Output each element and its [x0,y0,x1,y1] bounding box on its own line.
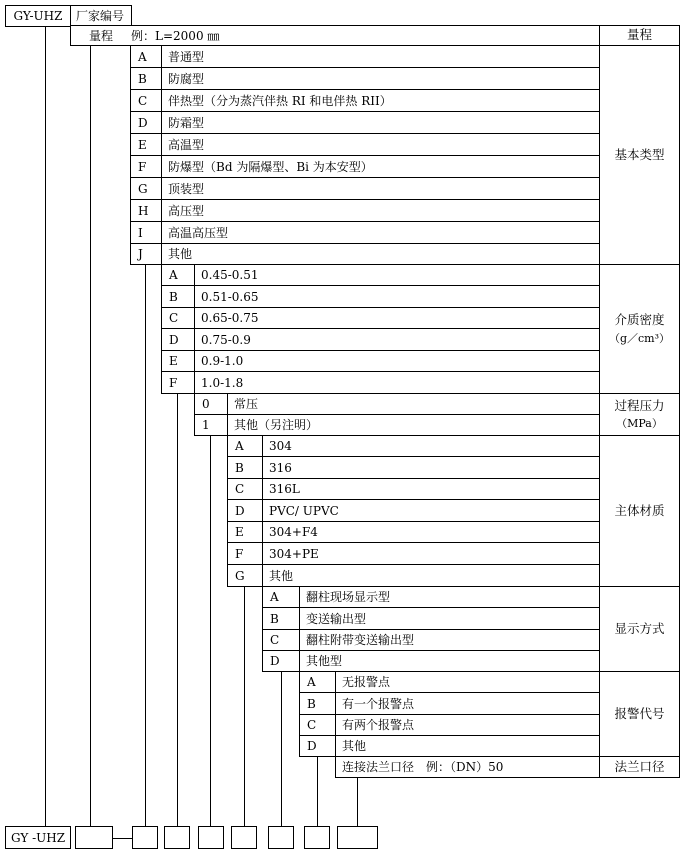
basic-label-a: 普通型 [161,45,600,68]
density-category-text: 介质密度 [614,312,665,328]
basic-code-h: H [130,199,162,222]
basic-code-c: C [130,89,162,112]
density-code-e: E [161,350,195,372]
code-slot-display[interactable] [268,826,294,849]
material-category: 主体材质 [599,435,680,587]
material-code-c: C [227,478,263,500]
range-label: 量程 [89,28,114,43]
material-label-g: 其他 [262,564,600,587]
manufacturer-text: 厂家编号 [76,9,125,23]
basic-label-c: 伴热型（分为蒸汽伴热 RI 和电伴热 RII） [161,89,600,112]
connector-line-prefix [45,27,46,826]
basic-type-category: 基本类型 [599,45,680,265]
basic-label-b: 防腐型 [161,67,600,90]
display-code-d: D [262,650,300,672]
alarm-code-a: A [299,671,336,693]
code-slot-material[interactable] [231,826,257,849]
alarm-code-d: D [299,735,336,757]
connector-line-pressure [210,436,211,826]
alarm-label-a: 无报警点 [335,671,600,693]
material-code-f: F [227,542,263,565]
basic-code-d: D [130,111,162,134]
alarm-label-b: 有一个报警点 [335,692,600,715]
material-label-e: 304+F4 [262,521,600,543]
basic-code-a: A [130,45,162,68]
material-code-g: G [227,564,263,587]
flange-category: 法兰口径 [599,756,680,778]
density-label-d: 0.75-0.9 [194,328,600,351]
density-label-c: 0.65-0.75 [194,307,600,329]
code-slot-density[interactable] [164,826,190,849]
code-dash [113,838,132,839]
connector-line-flange [357,778,358,826]
flange-label: 连接法兰口径 例：（DN）50 [335,756,600,778]
display-label-c: 翻柱附带变送输出型 [299,629,600,651]
range-example: 例：L=2000 ㎜ [131,28,220,43]
pressure-category-text: 过程压力 [614,398,665,414]
pressure-category [599,393,680,436]
range-category-text: 量程 [626,27,652,43]
basic-label-d: 防霜型 [161,111,600,134]
range-category [599,25,680,46]
alarm-label-d: 其他 [335,735,600,757]
code-slot-range[interactable] [75,826,113,849]
basic-label-e: 高温型 [161,133,600,156]
material-label-b: 316 [262,456,600,479]
material-label-d: PVC/ UPVC [262,499,600,522]
material-code-e: E [227,521,263,543]
pressure-label-0: 常压 [227,393,600,415]
density-code-d: D [161,328,195,351]
connector-line-material [244,587,245,826]
connector-line-density [177,394,178,826]
basic-code-b: B [130,67,162,90]
density-code-f: F [161,371,195,394]
basic-code-e: E [130,133,162,156]
density-label-e: 0.9-1.0 [194,350,600,372]
material-label-c: 316L [262,478,600,500]
basic-code-j: J [130,243,162,265]
pressure-code-1: 1 [194,414,228,436]
basic-label-j: 其他 [161,243,600,265]
footer-prefix-text: GY -UHZ [10,830,66,845]
basic-label-f: 防爆型（Bd 为隔爆型、Bi 为本安型） [161,155,600,178]
basic-code-g: G [130,177,162,200]
pressure-unit: （MPa） [616,416,663,430]
material-label-a: 304 [262,435,600,457]
display-category: 显示方式 [599,586,680,672]
material-code-a: A [227,435,263,457]
pressure-code-0: 0 [194,393,228,415]
code-slot-pressure[interactable] [198,826,224,849]
basic-code-i: I [130,221,162,244]
connector-line-range [90,46,91,826]
density-code-a: A [161,264,195,286]
basic-label-i: 高温高压型 [161,221,600,244]
alarm-code-c: C [299,714,336,736]
code-slot-flange[interactable] [337,826,378,849]
display-label-a: 翻柱现场显示型 [299,586,600,608]
basic-label-h: 高压型 [161,199,600,222]
alarm-label-c: 有两个报警点 [335,714,600,736]
material-code-b: B [227,456,263,479]
density-unit: （g／cm³） [608,331,671,345]
code-slot-basic-type[interactable] [132,826,158,849]
model-prefix-text: GY-UHZ [13,9,63,23]
alarm-code-b: B [299,692,336,715]
connector-line-display [281,672,282,826]
code-slot-alarm[interactable] [304,826,330,849]
range-row [70,25,600,46]
density-code-b: B [161,285,195,308]
material-code-d: D [227,499,263,522]
density-category [599,264,680,394]
density-label-f: 1.0-1.8 [194,371,600,394]
display-code-c: C [262,629,300,651]
model-prefix [5,5,71,27]
footer-prefix [5,826,71,849]
display-label-b: 变送输出型 [299,607,600,630]
display-code-a: A [262,586,300,608]
alarm-category: 报警代号 [599,671,680,757]
connector-line-alarm [317,757,318,826]
density-label-b: 0.51-0.65 [194,285,600,308]
density-label-a: 0.45-0.51 [194,264,600,286]
material-label-f: 304+PE [262,542,600,565]
connector-line-basic [145,265,146,826]
density-code-c: C [161,307,195,329]
pressure-label-1: 其他（另注明） [227,414,600,436]
display-label-d: 其他型 [299,650,600,672]
basic-label-g: 顶装型 [161,177,600,200]
manufacturer-label [70,5,132,27]
display-code-b: B [262,607,300,630]
basic-code-f: F [130,155,162,178]
